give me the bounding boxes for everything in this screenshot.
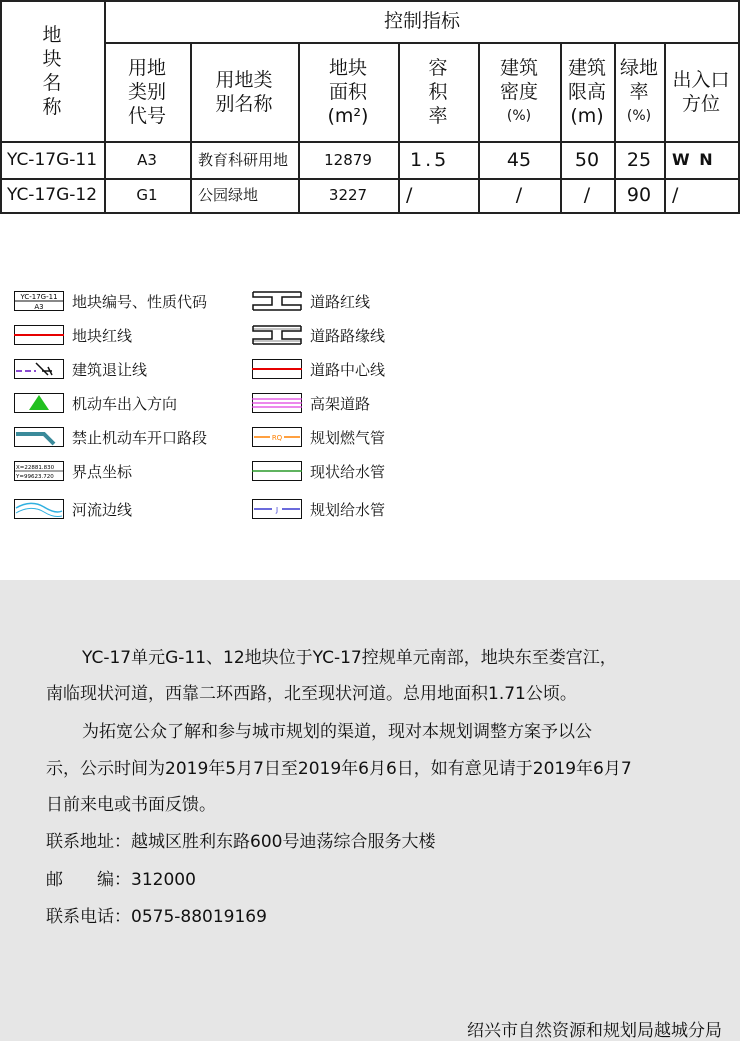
table-cell: / [583, 184, 591, 206]
header-green-unit: (%) [626, 107, 652, 124]
legend-item [252, 323, 385, 347]
header-parcel-name: 地 块 名 称 [42, 23, 62, 118]
legend-label: 河流边线 [72, 500, 133, 519]
notice-line: 南临现状河道，西靠二环西路，北至现状河道。总用地面积1.71公顷。 [46, 684, 577, 704]
elevated-road-icon [252, 393, 302, 413]
parcel-code-icon [14, 291, 64, 311]
legend-item [14, 391, 177, 415]
legend-label: 规划给水管 [310, 500, 386, 519]
table-cell: 25 [626, 148, 652, 171]
header-landuse-code: 用地 类别 代号 [127, 56, 166, 127]
postcode: 邮 编：312000 [46, 870, 196, 890]
road-edge-icon [252, 325, 302, 345]
table-cell: 90 [626, 184, 652, 206]
header-density-unit: (%) [506, 107, 532, 124]
table-line-bottom [0, 212, 740, 214]
legend-label: 道路红线 [310, 292, 371, 311]
legend-item [14, 459, 132, 483]
header-landuse-name: 用地类 别名称 [215, 68, 273, 115]
water-pipe-existing-icon [252, 461, 302, 481]
table-cell: YC-17G-12 [6, 185, 98, 205]
road-centerline-icon [252, 359, 302, 379]
table-cell: 1.5 [410, 148, 450, 171]
parcel-code-sym-bottom: A3 [34, 303, 44, 311]
header-area-unit: (m²) [327, 104, 369, 127]
table-cell: W N [672, 149, 715, 169]
water-sym-text: J [275, 506, 279, 514]
river-edge-icon [14, 499, 64, 519]
legend-item [252, 289, 370, 313]
header-far: 容 积 率 [428, 56, 448, 127]
notice-line: 为拓宽公众了解和参与城市规划的渠道，现对本规划调整方案予以公 [82, 722, 592, 742]
legend-label: 界点坐标 [72, 462, 133, 481]
legend-label: 高架道路 [310, 394, 371, 413]
legend-item [14, 289, 207, 313]
table-cell: 50 [574, 148, 600, 171]
legend-label: 机动车出入方向 [72, 394, 178, 413]
legend-label: 建筑退让线 [72, 360, 148, 379]
table-cell: / [515, 184, 523, 206]
header-density [478, 42, 560, 141]
gas-pipe-icon [252, 427, 302, 447]
legend-item [252, 391, 370, 415]
no-opening-icon [14, 427, 64, 447]
legend-item [252, 357, 385, 381]
setback-line-icon [14, 359, 64, 379]
legend-item [14, 357, 147, 381]
legend-label: 禁止机动车开口路段 [72, 428, 208, 447]
legend-label: 地块红线 [72, 326, 133, 345]
coord-sym-top: X=22881.830 [16, 465, 55, 471]
contact-address: 联系地址：越城区胜利东路600号迪荡综合服务大楼 [46, 832, 436, 852]
notice-line: 日前来电或书面反馈。 [46, 795, 216, 815]
legend-item [14, 425, 207, 449]
legend-item [252, 497, 385, 521]
header-area [298, 42, 398, 141]
parcel-code-sym-top: YC-17G-11 [20, 293, 58, 301]
legend-label: 现状给水管 [310, 462, 386, 481]
table-cell: 公园绿地 [198, 186, 259, 204]
header-green [614, 42, 664, 141]
legend-item [252, 425, 385, 449]
legend-item [14, 323, 132, 347]
table-cell: 教育科研用地 [198, 150, 289, 169]
legend-label: 规划燃气管 [310, 428, 386, 447]
table-cell: / [672, 184, 679, 206]
parcel-redline-icon [14, 325, 64, 345]
table-cell: 12879 [324, 150, 372, 169]
gas-sym-text: RQ [271, 434, 283, 442]
control-index-table [0, 0, 740, 213]
map-legend [0, 285, 740, 525]
coord-sym-bottom: Y=99623.720 [16, 474, 54, 480]
table-cell: YC-17G-11 [6, 149, 98, 170]
contact-phone: 联系电话：0575-88019169 [46, 907, 267, 927]
legend-item [14, 497, 132, 521]
notice-line: YC-17单元G-11、12地块位于YC-17控规单元南部，地块东至娄宫江， [82, 648, 617, 668]
legend-item [252, 459, 385, 483]
table-cell: G1 [136, 186, 158, 204]
header-entrance: 出入口 方位 [672, 68, 730, 115]
vehicle-entrance-icon [14, 393, 64, 413]
notice-line: 示，公示时间为2019年5月7日至2019年6月6日，如有意见请于2019年6月7 [46, 759, 632, 779]
header-height-label: 建筑 限高 [567, 56, 606, 103]
table-cell: 45 [506, 148, 532, 171]
table-cell: / [406, 184, 413, 206]
legend-label: 道路中心线 [310, 360, 386, 379]
legend-label: 地块编号、性质代码 [72, 292, 208, 311]
table-cell: 3227 [328, 186, 368, 204]
header-height [560, 42, 614, 141]
header-control-index: 控制指标 [383, 10, 460, 32]
table-cell: A3 [137, 150, 157, 169]
header-area-label: 地块 面积 [328, 56, 367, 103]
header-height-unit: (m) [570, 104, 604, 127]
header-green-label: 绿地 率 [619, 56, 658, 103]
issuer-signature: 绍兴市自然资源和规划局越城分局 [467, 1021, 722, 1041]
header-density-label: 建筑 密度 [499, 56, 538, 103]
legend-label: 道路路缘线 [310, 326, 386, 345]
public-notice [0, 580, 740, 1041]
road-redline-icon [252, 291, 302, 311]
boundary-coordinate-icon [14, 461, 64, 481]
water-pipe-planned-icon [252, 499, 302, 519]
